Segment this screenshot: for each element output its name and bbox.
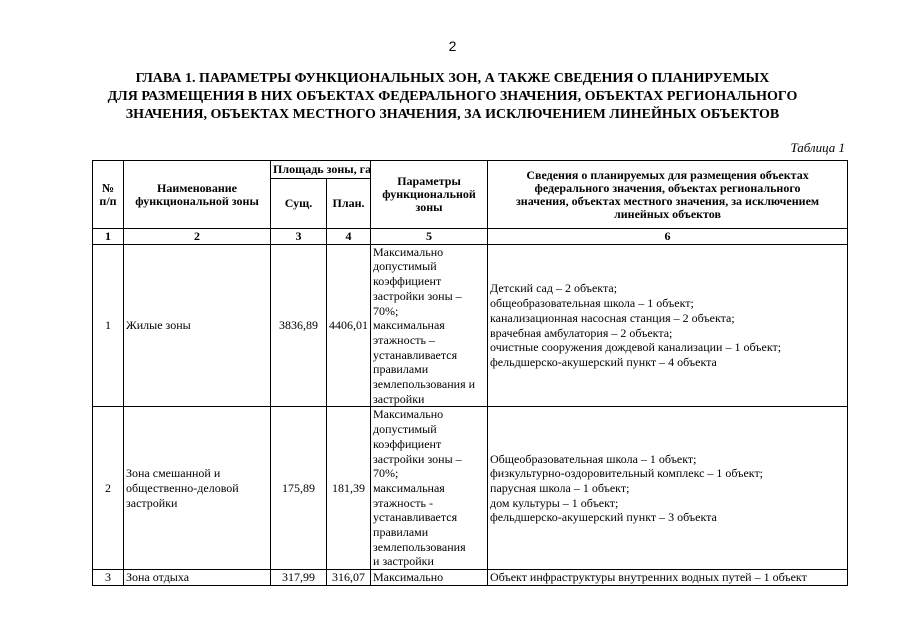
object-line: физкультурно-оздоровительный комплекс – 1 объект; [490,466,764,481]
header-text: линейных объектов [614,206,721,221]
column-index: 3 [271,229,327,245]
params-line: этажность – [373,332,435,347]
zone-name [124,407,271,570]
params-line: застройки зоны – [373,288,462,303]
object-line: врачебная амбулатория – 2 объекта; [490,325,673,340]
object-line: общеобразовательная школа – 1 объект; [490,296,694,311]
header-text: Наименование [157,180,237,195]
params-line: Максимально [373,244,444,259]
zone-name-line: Жилые зоны [126,318,191,333]
row-num: 3 [93,570,124,586]
header-text: № [101,180,115,195]
table-caption: Таблица 1 [790,140,845,155]
table-row [93,244,848,407]
params-line: застройки зоны – [373,451,462,466]
zones-table [92,160,848,586]
column-index: 4 [327,229,371,245]
chapter-title [40,70,865,124]
header-num [93,161,124,229]
header-text: Сведения о планируемых для размещения объектах [526,167,809,182]
planned-objects [488,570,848,586]
header-text: функциональной [382,187,476,201]
header-text: значения, объектах местного значения, за исключением [515,193,820,208]
params-line: правилами [373,525,429,540]
params-line: землепользования и [373,377,476,392]
area-existing: 175,89 [271,407,327,570]
params-line: устанавливается [373,347,458,362]
header-text: функциональной зоны [135,193,259,208]
params-line: 70%; [373,303,399,318]
header-text: федерального значения, объектах регионального [534,180,801,195]
column-index: 5 [371,229,488,245]
params-line: землепользования [373,539,466,554]
zone-name-line: Зона отдыха [126,570,190,585]
column-index: 6 [488,229,848,245]
params-line: 70%; [373,466,399,481]
object-line: дом культуры – 1 объект; [490,495,619,510]
object-line: фельдшерско-акушерский пункт – 4 объекта [490,354,717,369]
zone-params [371,407,488,570]
zone-name [124,244,271,407]
zone-name-line: общественно-деловой [126,480,239,495]
table-row [93,407,848,570]
zone-params [371,570,488,586]
area-planned: 316,07 [327,570,371,586]
area-existing: 317,99 [271,570,327,586]
column-index-row [93,229,848,245]
header-name [124,161,271,229]
header-params [371,161,488,229]
params-line: коэффициент [373,274,442,289]
params-line: коэффициент [373,436,442,451]
object-line: Общеобразовательная школа – 1 объект; [490,451,697,466]
zone-name-line: Зона смешанной и [126,466,221,481]
header-text: Параметры [397,174,461,188]
column-index: 1 [93,229,124,245]
params-line: застройки [373,391,425,406]
zone-name [124,570,271,586]
title-line: ДЛЯ РАЗМЕЩЕНИЯ В НИХ ОБЪЕКТАХ ФЕДЕРАЛЬНОГО ЗНАЧЕНИЯ, ОБЪЕКТАХ РЕГИОНАЛЬНОГО [107,89,798,104]
planned-objects [488,407,848,570]
header-objects [488,161,848,229]
object-line: канализационная насосная станция – 2 объекта; [490,310,735,325]
area-existing: 3836,89 [271,244,327,407]
zone-params [371,244,488,407]
object-line: парусная школа – 1 объект; [490,480,630,495]
params-line: допустимый [373,422,437,437]
column-index: 2 [124,229,271,245]
page-number: 2 [448,38,457,54]
table-row [93,570,848,586]
zone-name-line: застройки [126,495,178,510]
params-line: этажность - [373,495,433,510]
params-line: допустимый [373,259,437,274]
area-planned: 181,39 [327,407,371,570]
params-line: максимальная [373,318,445,333]
row-num: 2 [93,407,124,570]
row-num: 1 [93,244,124,407]
params-line: и застройки [373,554,434,569]
title-line: ЗНАЧЕНИЯ, ОБЪЕКТАХ МЕСТНОГО ЗНАЧЕНИЯ, ЗА ИСКЛЮЧЕНИЕМ ЛИНЕЙНЫХ ОБЪЕКТОВ [125,107,780,122]
object-line: Детский сад – 2 объекта; [490,281,618,296]
params-line: правилами [373,362,429,377]
header-existing: Сущ. [271,179,327,229]
header-text: п/п [99,193,117,208]
header-planned: План. [327,179,371,229]
object-line: Объект инфраструктуры внутренних водных путей – 1 объект [490,570,807,585]
object-line: фельдшерско-акушерский пункт – 3 объекта [490,510,717,525]
params-line: Максимально [373,570,444,585]
header-area: Площадь зоны, га [271,161,371,179]
area-planned: 4406,01 [327,244,371,407]
planned-objects [488,244,848,407]
header-text: зоны [415,200,443,214]
title-line: ГЛАВА 1. ПАРАМЕТРЫ ФУНКЦИОНАЛЬНЫХ ЗОН, А ТАКЖЕ СВЕДЕНИЯ О ПЛАНИРУЕМЫХ [135,71,770,86]
params-line: устанавливается [373,510,458,525]
object-line: очистные сооружения дождевой канализации – 1 объект; [490,340,782,355]
params-line: Максимально [373,407,444,422]
params-line: максимальная [373,480,445,495]
